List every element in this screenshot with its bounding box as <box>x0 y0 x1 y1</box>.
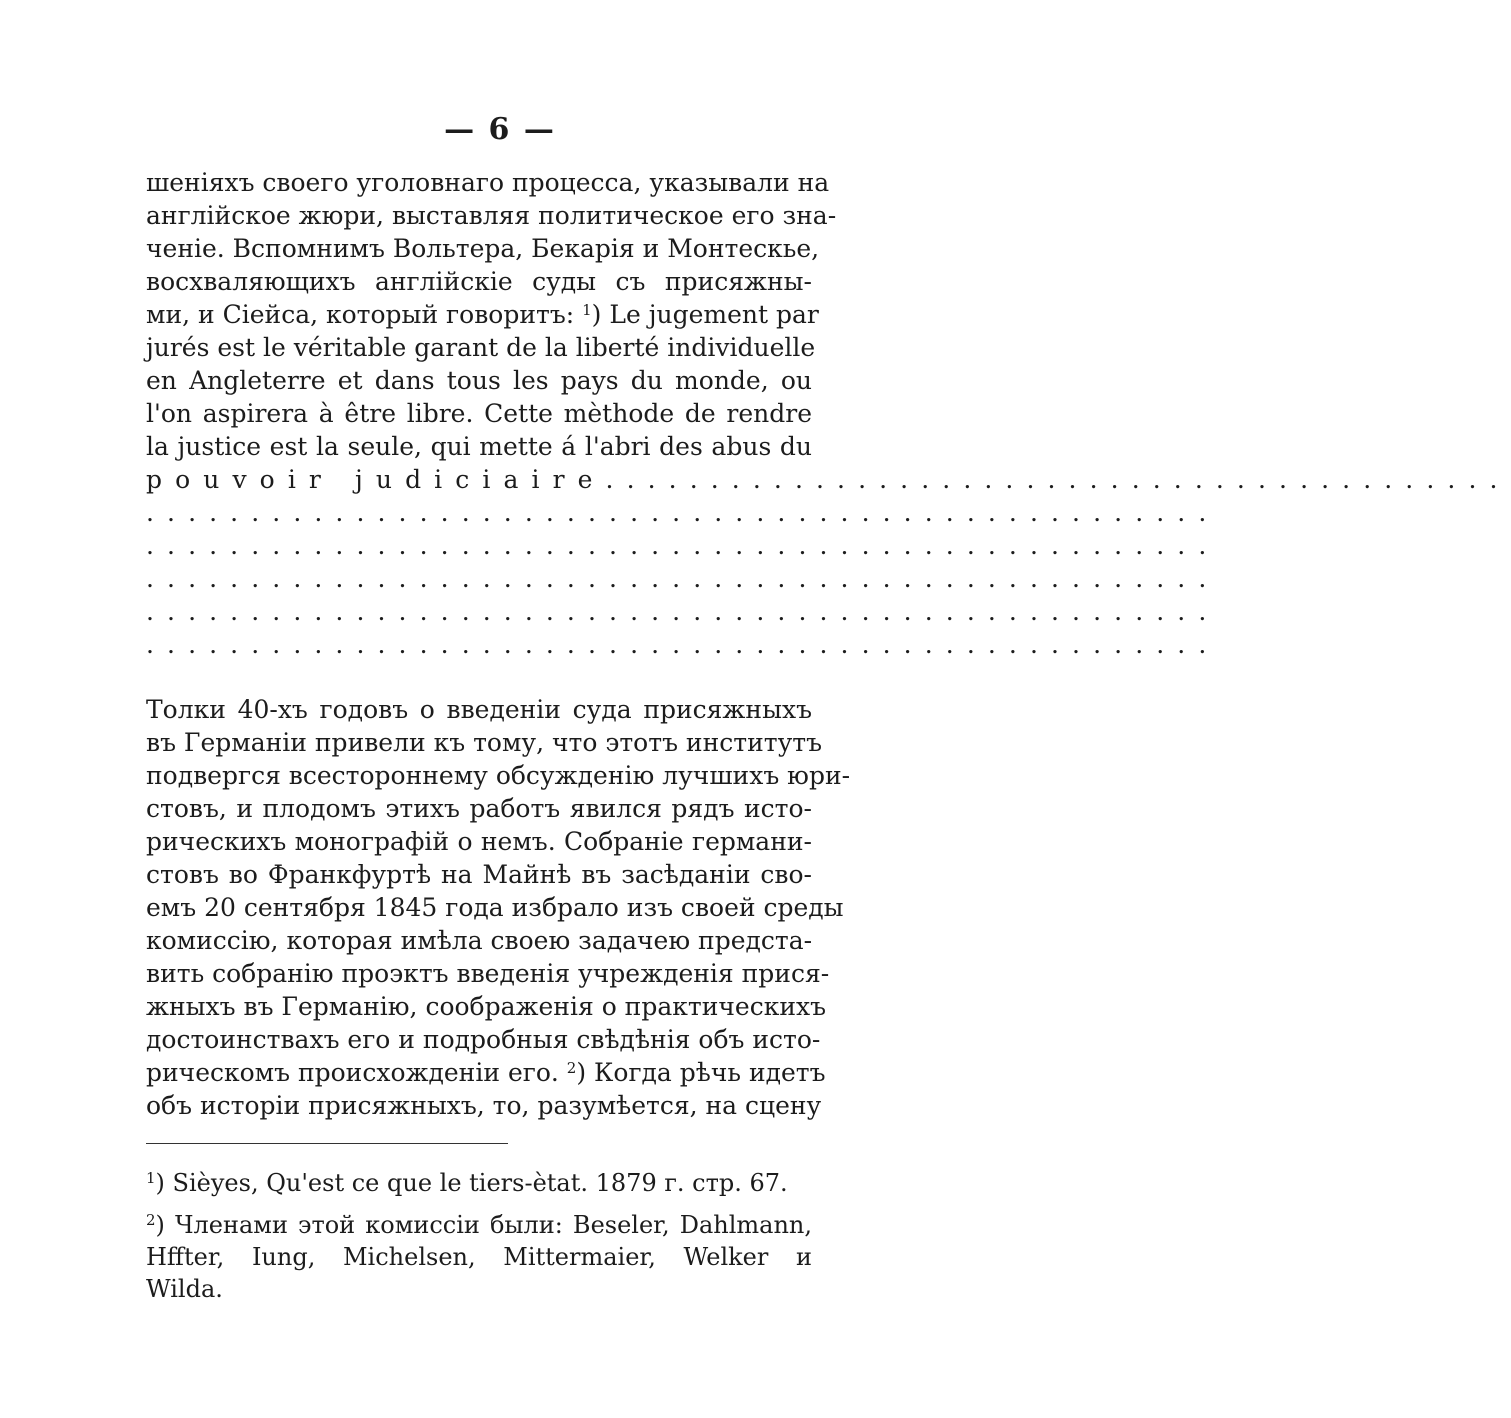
text-line: англійское жюри, выставляя политическое его зна- <box>146 201 837 230</box>
text-line-part: ми, и Сіейса, который говоритъ: <box>146 300 575 329</box>
paragraph-1 <box>146 166 1511 496</box>
text-line: jurés est le véritable garant de la liberté individuelle <box>146 333 816 362</box>
text-line <box>146 1056 826 1089</box>
footnote-ref-1: 1 <box>582 301 592 319</box>
page-number: — 6 — <box>444 112 556 147</box>
text-line-part: pouvoir judiciaire <box>146 465 606 494</box>
footnote-ref-2: 2 <box>566 1059 577 1077</box>
text-line: вить собранію проэктъ введенія учрежденія прися- <box>146 959 830 988</box>
footnote-line <box>146 1209 812 1241</box>
text-line: жныхъ въ Германію, соображенія о практическихъ <box>146 992 826 1021</box>
footnote-separator <box>146 1143 508 1144</box>
text-line: ченіе. Вспомнимъ Вольтера, Бекарія и Монтескье, <box>146 234 820 263</box>
dot-row: ................................................... <box>146 531 1220 560</box>
omission-dots <box>146 496 1220 661</box>
footnote-line: Hffter, Iung, Michelsen, Mittermaier, Welker и <box>146 1243 812 1271</box>
text-line: достоинствахъ его и подробныя свѣдѣнія объ исто- <box>146 1025 821 1054</box>
text-line: la justice est la seule, qui mette á l'abri des abus du <box>146 432 812 461</box>
footnote-text: ) Sièyes, Qu'est ce que le tiers-ètat. 1879 г. стр. 67. <box>155 1169 788 1197</box>
text-line: въ Германіи привели къ тому, что этотъ институтъ <box>146 728 823 757</box>
text-line: стовъ во Франкфуртѣ на Майнѣ въ засѣданіи сво- <box>146 860 812 889</box>
text-line: шеніяхъ своего уголовнаго процесса, указывали на <box>146 168 830 197</box>
text-line: емъ 20 сентября 1845 года избрало изъ своей среды <box>146 893 844 922</box>
text-line <box>146 298 819 331</box>
text-line: комиссію, которая имѣла своею задачею предста- <box>146 926 813 955</box>
text-line: Толки 40-хъ годовъ о введеніи суда присяжныхъ <box>146 695 812 724</box>
footnote-mark: 1 <box>146 1169 156 1187</box>
dot-row: ................................................... <box>146 597 1220 626</box>
footnote-1 <box>146 1167 812 1199</box>
text-line-part: ) Когда рѣчь идетъ <box>576 1058 826 1087</box>
text-line: стовъ, и плодомъ этихъ работъ явился рядъ исто- <box>146 794 812 823</box>
paragraph-2 <box>146 693 851 1122</box>
footnote-line <box>146 1167 812 1199</box>
dot-row: ................................................... <box>146 630 1220 659</box>
footnote-mark: 2 <box>146 1211 156 1229</box>
text-line: подвергся всестороннему обсужденію лучшихъ юри- <box>146 761 851 790</box>
dot-row: ................................................... <box>146 498 1220 527</box>
text-line: рическихъ монографій о немъ. Собраніе германи- <box>146 827 812 856</box>
text-line: l'on aspirera à être libre. Cette mèthode de rendre <box>146 399 812 428</box>
text-line: en Angleterre et dans tous les pays du monde, ou <box>146 366 812 395</box>
footnote-text: ) Членами этой комиссіи были: Beseler, Dahlmann, <box>155 1211 812 1239</box>
footnote-line: Wilda. <box>146 1275 223 1303</box>
dot-row: ................................................... <box>146 564 1220 593</box>
text-line-part: ) Le jugement par <box>591 300 819 329</box>
text-line <box>146 463 1511 496</box>
footnote-2 <box>146 1209 812 1305</box>
text-line-part: рическомъ происхожденіи его. <box>146 1058 559 1087</box>
dot-leader: ........................................... <box>605 465 1511 494</box>
text-line: восхваляющихъ англійскіе суды съ присяжны- <box>146 267 812 296</box>
text-line: объ исторіи присяжныхъ, то, разумѣется, на сцену <box>146 1091 822 1120</box>
